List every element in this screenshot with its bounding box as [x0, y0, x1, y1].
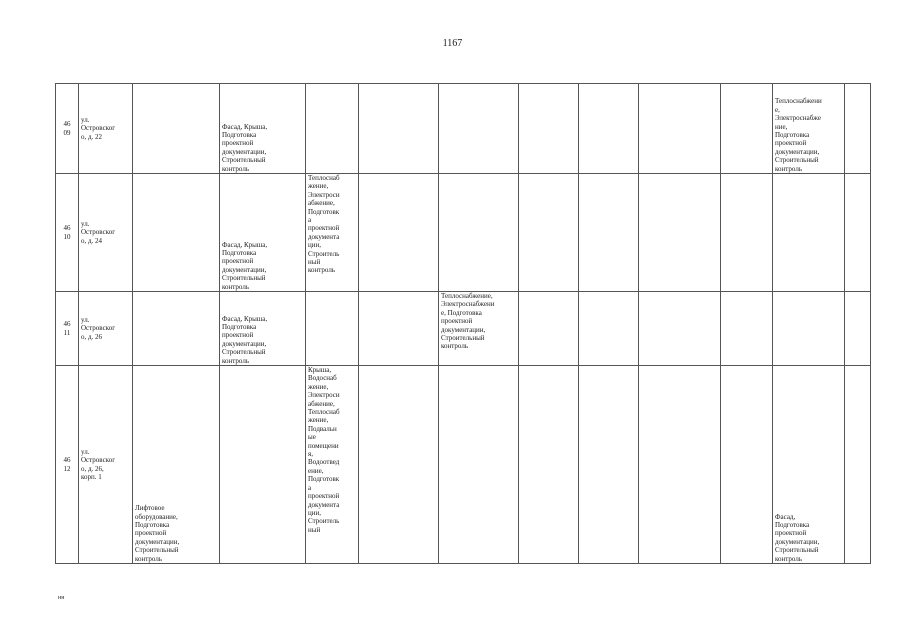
work-cell — [579, 174, 639, 292]
work-cell — [519, 366, 579, 564]
work-cell — [721, 174, 773, 292]
row-number: 46 09 — [56, 84, 79, 174]
work-cell — [439, 174, 519, 292]
work-cell — [845, 174, 871, 292]
work-cell — [579, 366, 639, 564]
address-cell: ул. Островског о, д. 24 — [79, 174, 133, 292]
work-cell — [721, 84, 773, 174]
address-cell: ул. Островског о, д. 26, корп. 1 — [79, 366, 133, 564]
work-cell — [639, 366, 721, 564]
work-cell — [133, 84, 220, 174]
work-cell: Теплоснабжени е, Электроснабже ние, Подготовка проектной документации, Строительный контроль — [773, 84, 845, 174]
work-cell — [306, 292, 359, 366]
work-cell: Фасад, Крыша, Подготовка проектной документации, Строительный контроль — [220, 292, 306, 366]
work-cell — [220, 366, 306, 564]
work-cell — [133, 292, 220, 366]
table-row — [56, 292, 871, 366]
work-cell — [845, 84, 871, 174]
work-cell — [359, 366, 439, 564]
work-cell — [773, 174, 845, 292]
work-cell: Лифтовое оборудование, Подготовка проектной документации, Строительный контроль — [133, 366, 220, 564]
page-number: 1167 — [442, 38, 463, 49]
work-cell — [845, 292, 871, 366]
work-cell — [439, 366, 519, 564]
work-cell — [639, 84, 721, 174]
work-cell — [519, 174, 579, 292]
row-number: 46 10 — [56, 174, 79, 292]
work-cell — [579, 84, 639, 174]
work-cell — [306, 84, 359, 174]
work-cell — [519, 84, 579, 174]
work-cell: Крыша, Водоснаб жение, Электроси абжение, Теплоснаб жение, Подвальн ые помещени я, Водоотвед ение, Подготовк а проектной документа ции, Строитель ный — [306, 366, 359, 564]
address-cell: ул. Островског о, д. 26 — [79, 292, 133, 366]
address-cell: ул. Островског о, д. 22 — [79, 84, 133, 174]
table-row — [56, 174, 871, 292]
work-cell — [845, 366, 871, 564]
work-cell — [579, 292, 639, 366]
work-cell — [773, 292, 845, 366]
work-cell: Фасад, Крыша, Подготовка проектной документации, Строительный контроль — [220, 84, 306, 174]
work-cell — [721, 292, 773, 366]
work-cell — [359, 174, 439, 292]
work-cell: Теплоснаб жение, Электроси абжение, Подготовк а проектной документа ции, Строитель ный контроль — [306, 174, 359, 292]
work-cell — [359, 292, 439, 366]
work-cell — [519, 292, 579, 366]
work-cell — [721, 366, 773, 564]
work-cell: Фасад, Крыша, Подготовка проектной документации, Строительный контроль — [220, 174, 306, 292]
work-cell: Фасад, Подготовка проектной документации, Строительный контроль — [773, 366, 845, 564]
work-cell: Теплоснабжение, Электроснабжени е, Подготовка проектной документации, Строительный контроль — [439, 292, 519, 366]
footer-mark: нн — [58, 595, 65, 601]
row-number: 46 11 — [56, 292, 79, 366]
work-cell — [439, 84, 519, 174]
work-cell — [133, 174, 220, 292]
table-row — [56, 366, 871, 564]
row-number: 46 12 — [56, 366, 79, 564]
work-cell — [359, 84, 439, 174]
work-cell — [639, 174, 721, 292]
table-row — [56, 84, 871, 174]
work-cell — [639, 292, 721, 366]
repair-schedule-table — [55, 83, 871, 564]
